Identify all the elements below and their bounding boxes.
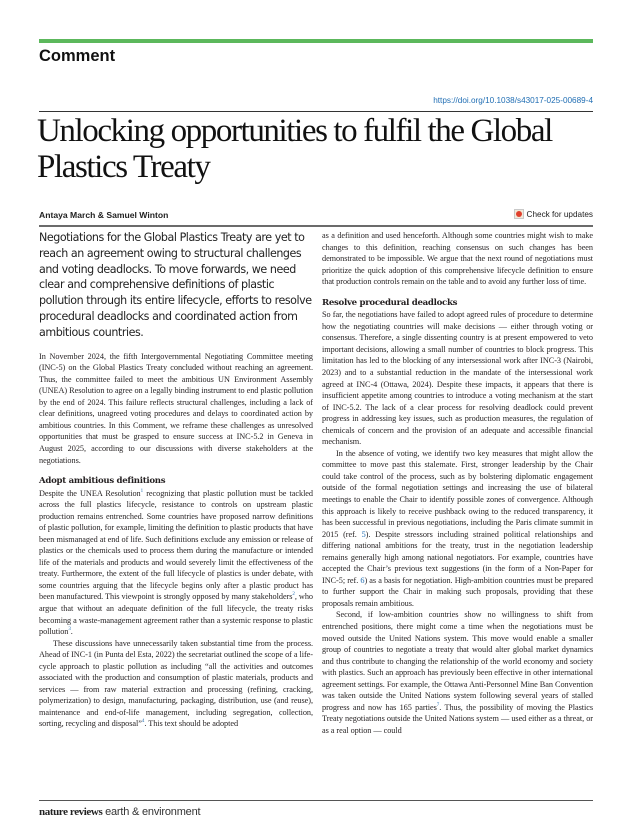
text-run: , who argue that without an adequate definition of the full lifecycle, the treaty risks becoming a waste-management agreement rather than a systemic response to plastic pollution — [39, 592, 313, 637]
check-for-updates-button[interactable] — [514, 209, 593, 219]
text-run: Despite the UNEA Resolution — [39, 488, 141, 498]
text-run: In the absence of voting, we identify two key measures that might allow the committee to move past this stalemate. First, stronger leadership by the Chair could take control of the process, such as by bolstering diplomatic engagement outside of the formal negotiation settings and increasing the use of bilateral meetings to enable the Chair to identify possible zones of convergence. Although this approach is likely to receive pushback owing to the reduced transparency, it has been successful in previous negotiations, including the Paris climate summit in 2015 (ref. — [322, 448, 593, 539]
text-run: ) as a basis for negotiation. High-ambition countries must be prepared to further support the Chair in making such proposals, providing that these proposals remain ambitious. — [322, 575, 593, 608]
text-run: . — [70, 627, 73, 637]
section-accent-bar — [39, 39, 593, 43]
body-paragraph — [39, 488, 313, 638]
citation-ref[interactable]: 3 — [68, 627, 71, 633]
citation-ref[interactable]: 6 — [360, 575, 365, 585]
citation-ref[interactable]: 5 — [361, 529, 366, 539]
body-paragraph — [39, 638, 313, 730]
text-run: These discussions have unnecessarily taken substantial time from the process. Ahead of INC-1 (in Punta del Esta, 2022) the secretariat outlined the scope of a life-cycle approach to plastic pollution as including “all the activities and outcomes associated with the production and consumption of plastic materials, products and services — from raw material extraction and processing (refining, cracking, polymerization) to design, manufacturing, packaging, distribution, use (and reuse), maintenance and end-of-life management, including segregation, collection, sorting, recycling and disposal” — [39, 638, 313, 729]
text-run: . Thus, the possibility of moving the Plastics Treaty negotiations outside the United Nations system — used either as a threat, or as a real option — could — [322, 702, 593, 735]
left-column — [39, 230, 313, 730]
journal-name: earth & environment — [105, 806, 201, 818]
body-paragraph — [322, 609, 593, 736]
text-run: Second, if low-ambition countries show no willingness to shift from entrenched positions, there might come a time when the negotiations must be moved outside the United Nations system. This move would enable a smaller group of countries to negotiate a treaty that would alter global market dynamics and thus contribute to changing the relationship of the world economy and society with plastics. Such an approach has previously been effective in other international agreement settings. For example, the Ottawa Anti-Personnel Mine Ban Convention was taken outside the United Nations system following several years of stalled progress and now has 165 parties — [322, 610, 593, 712]
citation-ref[interactable]: 2 — [292, 592, 295, 598]
citation-ref[interactable]: 4 — [141, 719, 145, 725]
section-label: Comment — [39, 47, 116, 65]
update-badge-icon — [514, 209, 524, 219]
text-run: . This text should be adopted — [144, 719, 239, 729]
check-for-updates-label: Check for updates — [526, 209, 593, 219]
citation-ref[interactable]: 1 — [140, 488, 144, 494]
text-run: ). Despite stressors including strained political relationships and differing national ambitions for the treaty, trust in the negotiation leadership remains generally high among national negotiators. For example, countries have accepted the Chair’s previous text suggestions (in the form of a Non-Paper for INC-5; ref. — [322, 529, 593, 585]
section-heading: Adopt ambitious definitions — [39, 476, 166, 487]
body-paragraph: So far, the negotiations have failed to adopt agreed rules of procedure to determine how the negotiating countries will make decisions — either through voting or consensus. Therefore, a single dissenting country is at present empowered to veto important decisions, allowing a small number of countries to block progress. This limitation has led to the blocking of any intersessional work after INC-3 (Nairobi, 2023) and to a substantial reduction in the mandate of the intersessional work agreed at INC-4 (Ottawa, 2024). Despite these impacts, it appears that there is insufficient appetite among countries to introduce a voting mechanism at the start of INC-5.2. The lack of a clear process for resolving deadlock could prevent progress in addressing key issues, such as production measures, the regulation of chemicals of concern and the provision of an adequate and accessible financial mechanism. — [322, 310, 593, 447]
footer-divider — [39, 800, 593, 801]
header-divider — [39, 111, 593, 112]
doi-link[interactable]: https://doi.org/10.1038/s43017-025-00689-4 — [433, 96, 593, 105]
body-paragraph-continued: as a definition and used henceforth. Although some countries might wish to make changes to this definition, reaching consensus on such changes has been demonstrated to be impossible. We argue that the next round of negotiations must prioritize the quick adoption of this comprehensive lifecycle definition to ensure that production controls remain on the table and to avoid any further loss of time. — [322, 231, 593, 287]
author-list: Antaya March & Samuel Winton — [39, 210, 169, 220]
right-column — [322, 230, 593, 736]
standfirst: Negotiations for the Global Plastics Treaty are yet to reach an agreement owing to structural challenges and voting deadlocks. To move forwards, we need clear and comprehensive definitions of plastic pollution through its entire lifecycle, efforts to resolve procedural deadlocks and coordinated action from ambitious countries. — [39, 231, 312, 339]
intro-paragraph: In November 2024, the fifth Intergovernmental Negotiating Committee meeting (INC-5) on the Global Plastics Treaty concluded without reaching an agreement. Thus, the committee failed to meet the ambitious UN Environment Assembly (UNEA) Resolution to agree on a legally binding instrument to end plastic pollution by the end of 2024. This failure reflects structural challenges, including a lack of clear definitions, unagreed voting procedures and delays to coordinated action by ambitious countries. In this Comment, we reframe these challenges as unresolved opportunities that must be grasped to ensure success at INC-5.2 in Geneva in August 2025, according to our discussions with diverse stakeholders at the negotiations. — [39, 351, 313, 465]
text-run: recognizing that plastic pollution must be tackled across the full plastics lifecycle, resistance to controls on upstream plastic production remains entrenched. Some countries have proposed narrow definitions of plastic pollution, for example, limiting the definition to plastic products that have been mismanaged at end of life. Such definitions exclude any emission or release of plastics or the chemicals used to process them during the manufacture or intended life of the materials and products and would severely limit the effectiveness of the treaty. Furthermore, the extent of the full lifecycle of plastics is under debate, with some countries arguing that the lifecycle begins only after a plastic product has been manufactured. This viewpoint is strongly opposed by many stakeholders — [39, 488, 313, 602]
citation-ref[interactable]: 7 — [436, 702, 440, 708]
article-title: Unlocking opportunities to fulfil the Global Plastics Treaty — [37, 113, 552, 185]
journal-brand: nature reviews — [39, 806, 103, 818]
journal-footer — [39, 806, 200, 818]
byline-divider — [39, 225, 593, 227]
body-paragraph — [322, 448, 593, 610]
section-heading: Resolve procedural deadlocks — [322, 297, 458, 308]
